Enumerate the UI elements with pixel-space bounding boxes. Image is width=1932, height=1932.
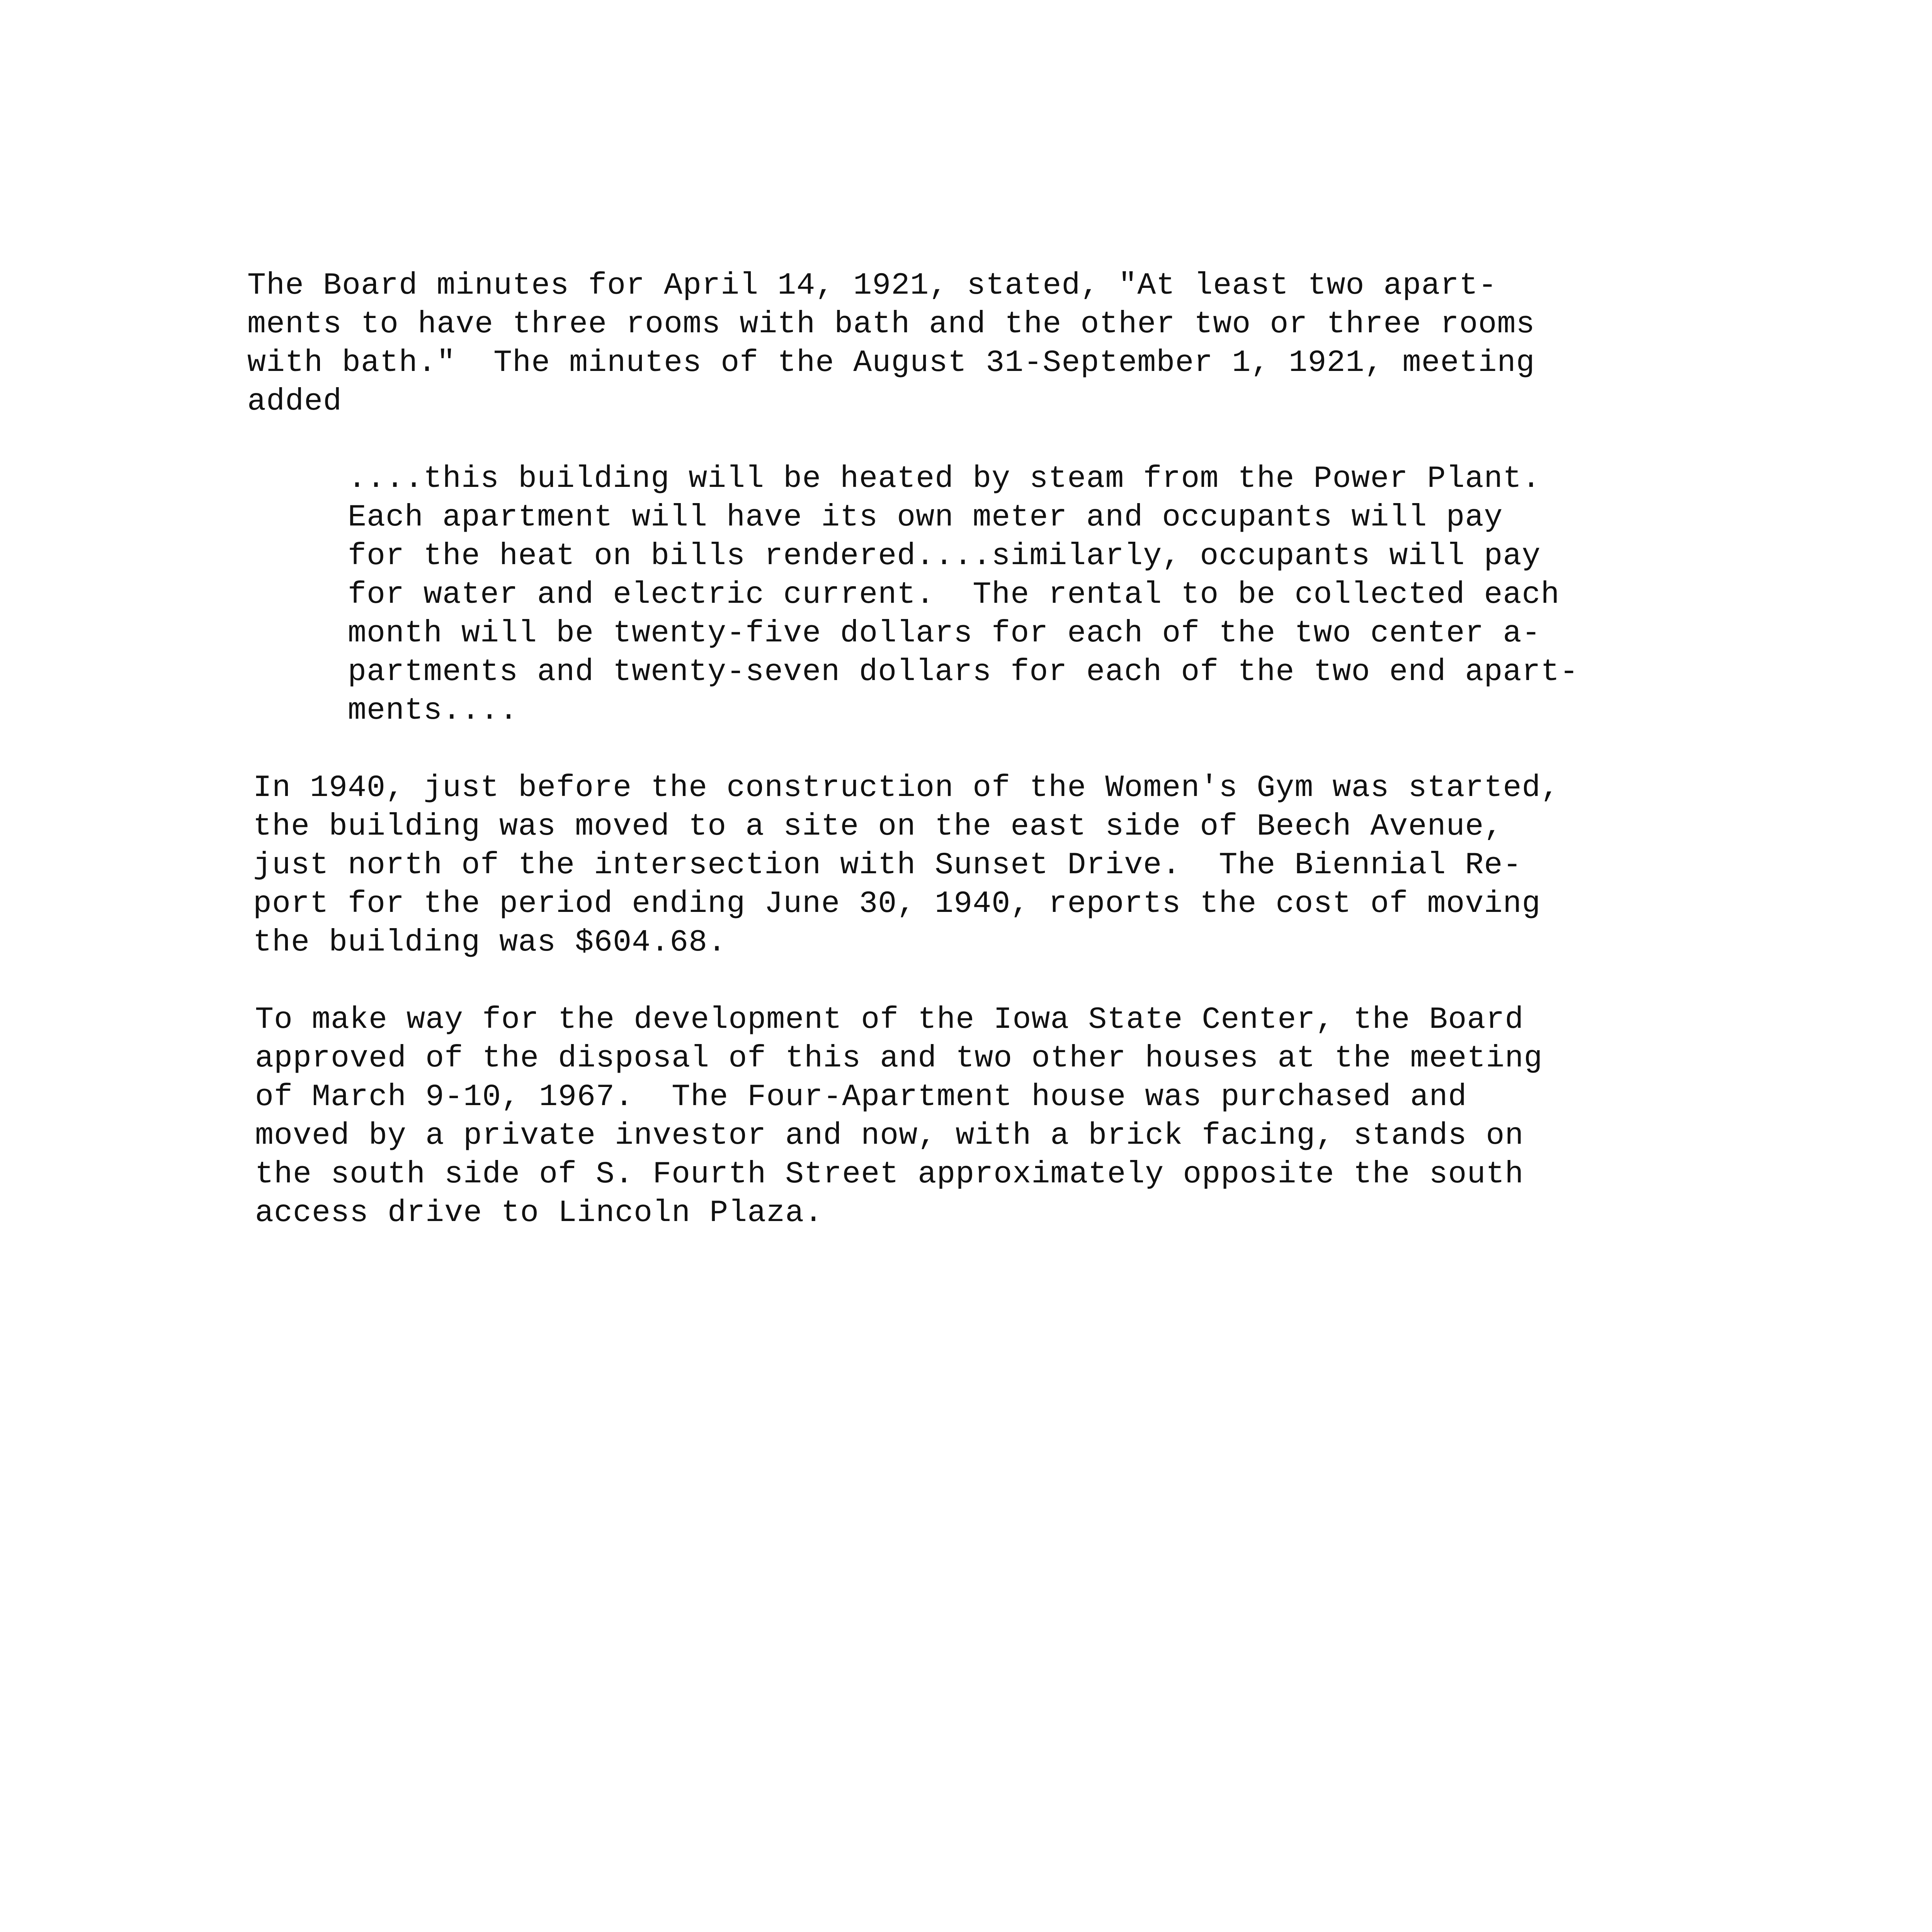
quote-line-6: partments and twenty-seven dollars for each of the two end apart- <box>348 655 1579 690</box>
paragraph-4-line-4: moved by a private investor and now, with a brick facing, stands on <box>255 1118 1524 1153</box>
paragraph-1-line-4: added <box>247 384 342 419</box>
quote-line-5: month will be twenty-five dollars for each of the two center a- <box>348 616 1541 651</box>
paragraph-3-line-4: port for the period ending June 30, 1940, reports the cost of moving <box>253 886 1541 922</box>
quote-line-4: for water and electric current. The rental to be collected each <box>348 577 1560 612</box>
paragraph-4-line-2: approved of the disposal of this and two other houses at the meeting <box>255 1041 1543 1076</box>
paragraph-3-line-2: the building was moved to a site on the east side of Beech Avenue, <box>253 809 1503 844</box>
paragraph-1-line-1: The Board minutes for April 14, 1921, stated, "At least two apart- <box>247 268 1497 303</box>
paragraph-3-line-1: In 1940, just before the construction of the Women's Gym was started, <box>253 770 1560 806</box>
quote-line-7: ments.... <box>348 693 519 728</box>
paragraph-4-line-3: of March 9-10, 1967. The Four-Apartment house was purchased and <box>255 1080 1467 1115</box>
paragraph-1-line-3: with bath." The minutes of the August 31-September 1, 1921, meeting <box>247 345 1535 381</box>
paragraph-3-line-3: just north of the intersection with Sunset Drive. The Biennial Re- <box>253 848 1522 883</box>
paragraph-4-line-1: To make way for the development of the Iowa State Center, the Board <box>255 1002 1524 1037</box>
paragraph-4-line-6: access drive to Lincoln Plaza. <box>255 1196 823 1231</box>
quote-line-2: Each apartment will have its own meter and occupants will pay <box>348 500 1503 535</box>
quote-line-1: ....this building will be heated by steam from the Power Plant. <box>348 461 1541 497</box>
paragraph-4-line-5: the south side of S. Fourth Street approximately opposite the south <box>255 1157 1524 1192</box>
quote-line-3: for the heat on bills rendered....similarly, occupants will pay <box>348 539 1541 574</box>
paragraph-3-line-5: the building was $604.68. <box>253 925 727 960</box>
paragraph-1-line-2: ments to have three rooms with bath and the other two or three rooms <box>247 307 1535 342</box>
